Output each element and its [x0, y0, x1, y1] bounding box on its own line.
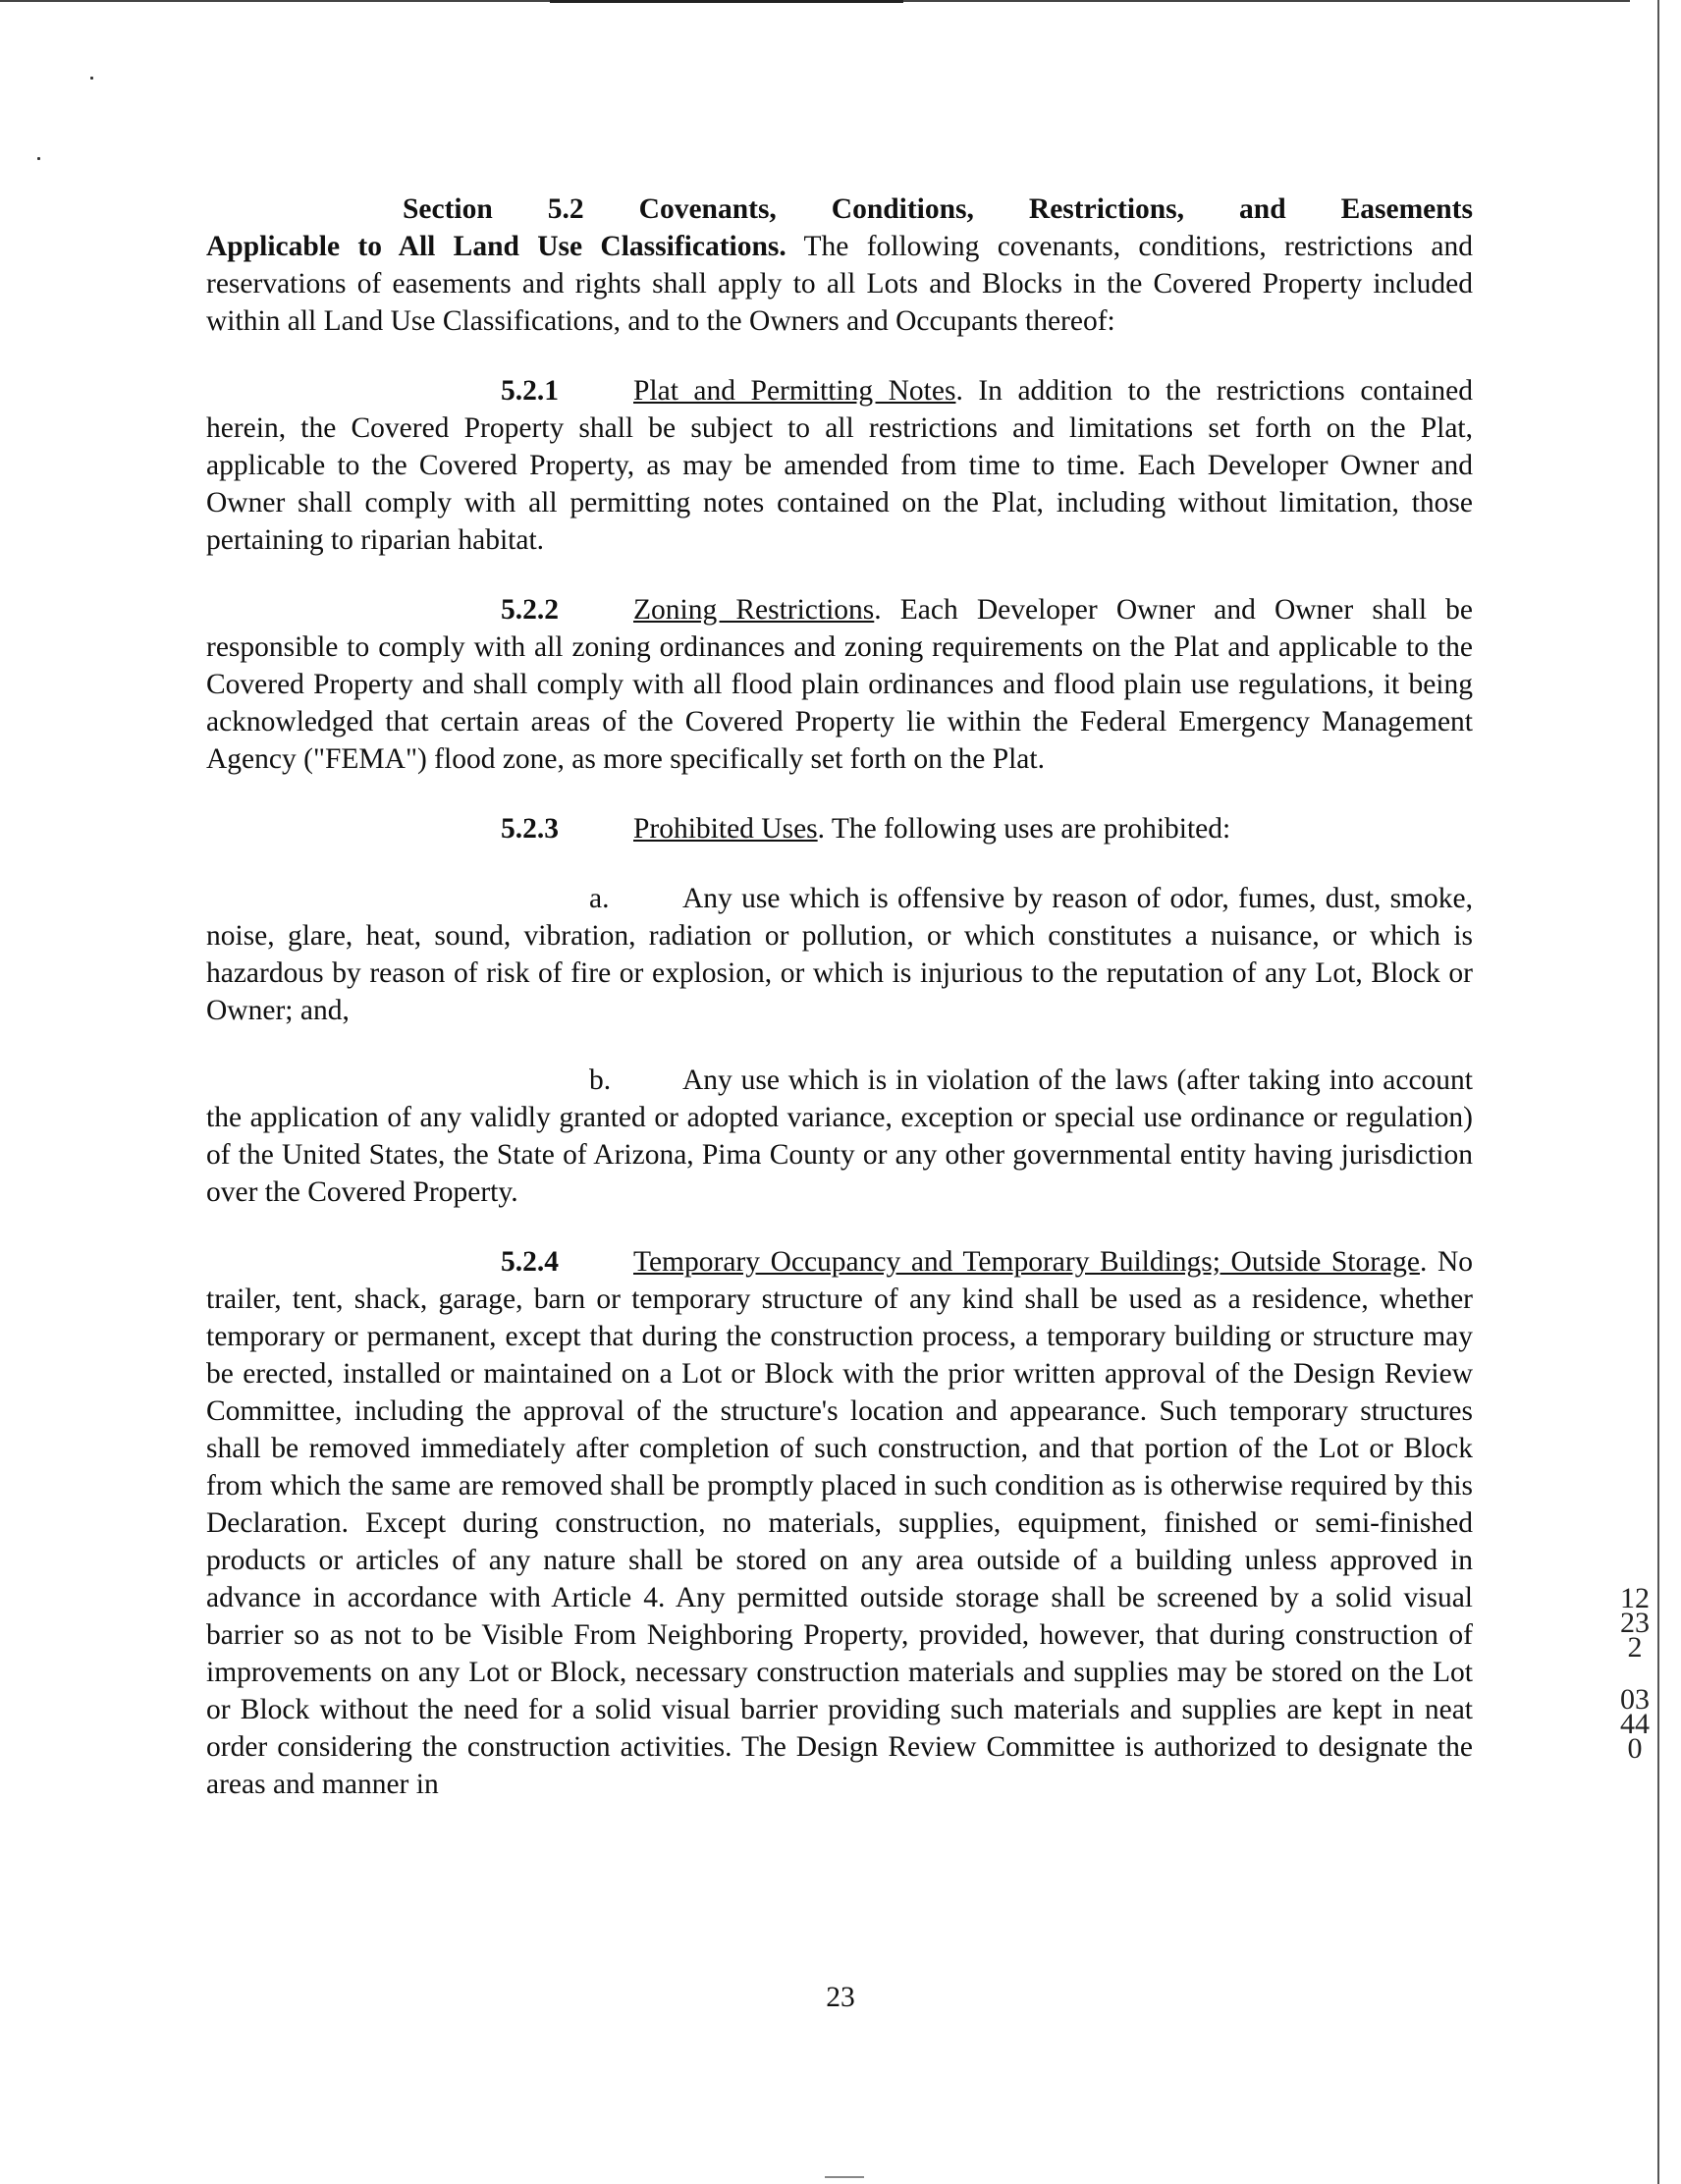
heading-word: Easements [1340, 193, 1473, 225]
subsection-number: 5.2.1 [501, 375, 559, 407]
subsection-title: Temporary Occupancy and Temporary Buildings; Outside Storage [633, 1246, 1420, 1278]
section-heading-line2: Applicable to All Land Use Classifications. [206, 231, 786, 262]
scan-speck [37, 157, 40, 160]
subsection-title: Plat and Permitting Notes [633, 375, 956, 407]
list-item-text: Any use which is offensive by reason of odor, fumes, dust, smoke, noise, glare, heat, sound, vibration, radiation or pollution, or which constitutes a nuisance, or which is hazardous by reason of risk of fire or explosion, or which is injurious to the reputation of any Lot, Block or Owner; and, [206, 883, 1473, 1026]
section-heading [403, 191, 1473, 228]
bottom-scan-mark [825, 2176, 864, 2178]
heading-word: Covenants, [638, 193, 777, 225]
subsection-title: Prohibited Uses [633, 813, 818, 845]
subsection-5-2-3: 5.2.3 Prohibited Uses. The following uses are prohibited: [206, 810, 1473, 847]
heading-word: Section 5.2 [403, 193, 584, 225]
heading-word: Conditions, [831, 193, 974, 225]
heading-word: Restrictions, [1028, 193, 1185, 225]
scan-speck [90, 77, 93, 80]
subsection-number: 5.2.4 [501, 1246, 559, 1278]
list-item-a [206, 880, 1473, 1029]
subsection-5-2-4: 5.2.4 Temporary Occupancy and Temporary Buildings; Outside Storage. No trailer, tent, shack, garage, barn or temporary structure of any kind shall be used as a residence, whether temporary or permanent, except that during the construction process, a temporary building or structure may be erected, installed or maintained on a Lot or Block with the prior written approval of the Design Review Committee, including the approval of the structure's location and appearance. Such temporary structures shall be removed immediately after completion of such construction, and that portion of the Lot or Block from which the same are removed shall be promptly placed in such condition as is otherwise required by this Declaration. Except during construction, no materials, supplies, equipment, finished or semi-finished products or articles of any nature shall be stored on any area outside of a building unless approved in advance in accordance with Article 4. Any permitted outside storage shall be screened by a solid visual barrier so as not to be Visible From Neighboring Property, provided, however, that during construction of improvements on any Lot or Block, necessary construction materials and supplies may be stored on the Lot or Block without the need for a solid visual barrier providing such materials and supplies are kept in neat order considering the construction activities. The Design Review Committee is authorized to designate the areas and manner in [206, 1243, 1473, 1803]
section-5-2-paragraph [206, 191, 1473, 340]
subsection-number: 5.2.3 [501, 813, 559, 845]
top-scan-mark [550, 0, 903, 3]
subsection-title: Zoning Restrictions [633, 594, 875, 626]
section-intro: The following covenants, conditions, restrictions and reservations of easements and rights shall apply to all Lots and Blocks in the Covered Property included within all Land Use Classifications, and to the Owners and Occupants thereof: [206, 231, 1474, 337]
list-item-letter: a. [589, 883, 610, 914]
subsection-number: 5.2.2 [501, 594, 559, 626]
recording-stamp-line2: 03440 [1620, 1683, 1650, 1765]
subsection-5-2-1: 5.2.1 Plat and Permitting Notes. In addition to the restrictions contained herein, the Covered Property shall be subject to all restrictions and limitations set forth on the Plat, applicable to the Covered Property, as may be amended from time to time. Each Developer Owner and Owner shall comply with all permitting notes contained on the Plat, including without limitation, those pertaining to riparian habitat. [206, 372, 1473, 559]
subsection-5-2-2: 5.2.2 Zoning Restrictions. Each Developer Owner and Owner shall be responsible to comply with all zoning ordinances and zoning requirements on the Plat and applicable to the Covered Property and shall comply with all flood plain ordinances and flood plain use regulations, it being acknowledged that certain areas of the Covered Property lie within the Federal Emergency Management Agency ("FEMA") flood zone, as more specifically set forth on the Plat. [206, 591, 1473, 778]
subsection-body: Each Developer Owner and Owner shall be responsible to comply with all zoning ordinances and zoning requirements on the Plat and applicable to the Covered Property and shall comply with all flood plain ordinances and flood plain use regulations, it being acknowledged that certain areas of the Covered Property lie within the Federal Emergency Management Agency ("FEMA") flood zone, as more specifically set forth on the Plat. [206, 594, 1474, 775]
list-item-text: Any use which is in violation of the laws (after taking into account the application of any validly granted or adopted variance, exception or special use ordinance or regulation) of the United States, the State of Arizona, Pima County or any other governmental entity having jurisdiction over the Covered Property. [206, 1065, 1473, 1208]
subsection-body: No trailer, tent, shack, garage, barn or temporary structure of any kind shall be used as a residence, whether temporary or permanent, except that during the construction process, a temporary building or structure may be erected, installed or maintained on a Lot or Block with the prior written approval of the Design Review Committee, including the approval of the structure's location and appearance. Such temporary structures shall be removed immediately after completion of such construction, and that portion of the Lot or Block from which the same are removed shall be promptly placed in such condition as is otherwise required by this Declaration. Except during construction, no materials, supplies, equipment, finished or semi-finished products or articles of any nature shall be stored on any area outside of a building unless approved in advance in accordance with Article 4. Any permitted outside storage shall be screened by a solid visual barrier so as not to be Visible From Neighboring Property, provided, however, that during construction of improvements on any Lot or Block, necessary construction materials and supplies may be stored on the Lot or Block without the need for a solid visual barrier providing such materials and supplies are kept in neat order considering the construction activities. The Design Review Committee is authorized to designate the areas and manner in [206, 1246, 1474, 1800]
list-item-letter: b. [589, 1065, 612, 1096]
right-scan-border [1657, 0, 1659, 2184]
heading-word: and [1239, 193, 1286, 225]
page-number: 23 [826, 1982, 855, 2013]
list-item-b [206, 1062, 1473, 1211]
recording-stamp [1615, 1582, 1654, 1788]
document-body [206, 191, 1473, 1835]
subsection-body: In addition to the restrictions contained herein, the Covered Property shall be subject to all restrictions and limitations set forth on the Plat, applicable to the Covered Property, as may be amended from time to time. Each Developer Owner and Owner shall comply with all permitting notes contained on the Plat, including without limitation, those pertaining to riparian habitat. [206, 375, 1473, 556]
subsection-body: The following uses are prohibited: [831, 813, 1231, 845]
recording-stamp-line1: 12232 [1620, 1582, 1650, 1664]
